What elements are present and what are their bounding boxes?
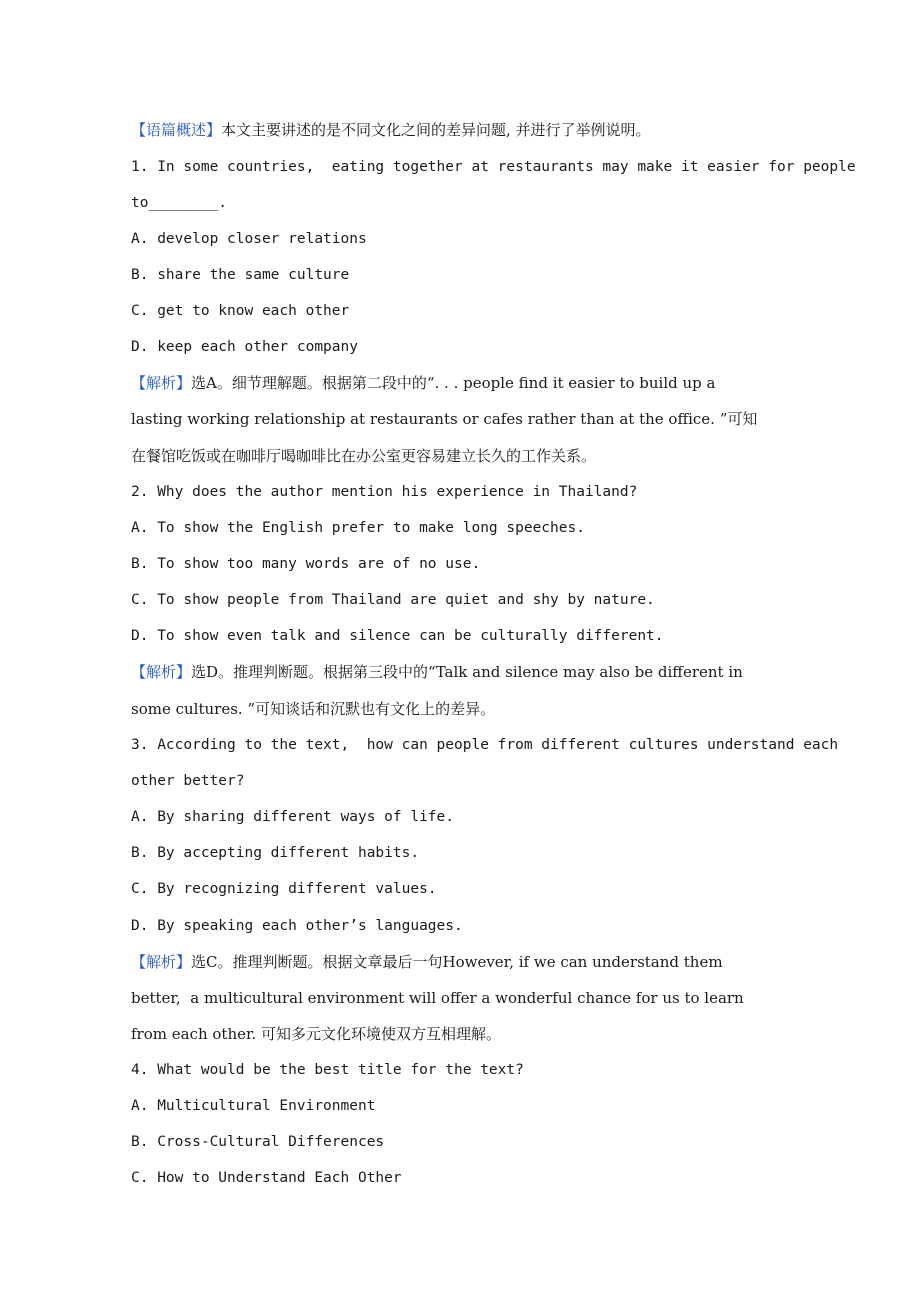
question-1-option-a: A. develop closer relations bbox=[131, 231, 367, 247]
analysis-text: 选D。推理判断题。根据第三段中的“Talk and silence may also be different in bbox=[191, 663, 743, 681]
question-2-option-a: A. To show the English prefer to make long speeches. bbox=[131, 520, 585, 536]
question-1-analysis-line-1 bbox=[131, 373, 715, 393]
analysis-text: 选A。细节理解题。根据第二段中的“. . . people find it easier to build up a bbox=[191, 374, 716, 392]
question-4-option-a: A. Multicultural Environment bbox=[131, 1098, 376, 1114]
question-3-stem-cont: other better? bbox=[131, 773, 245, 789]
question-3-analysis-line-2: better, a multicultural environment will offer a wonderful chance for us to learn bbox=[131, 989, 744, 1007]
question-4-option-b: B. Cross-Cultural Differences bbox=[131, 1134, 385, 1150]
question-2-option-b: B. To show too many words are of no use. bbox=[131, 556, 481, 572]
question-1-analysis-line-2: lasting working relationship at restaurants or cafes rather than at the office. ”可知 bbox=[131, 410, 758, 428]
question-1-stem: 1. In some countries, eating together at restaurants may make it easier for people bbox=[131, 159, 856, 175]
analysis-text: 选C。推理判断题。根据文章最后一句However, if we can understand them bbox=[191, 953, 723, 971]
question-1-option-d: D. keep each other company bbox=[131, 339, 358, 355]
analysis-tag: 【解析】 bbox=[131, 953, 192, 971]
question-4-option-c: C. How to Understand Each Other bbox=[131, 1170, 402, 1186]
question-2-stem: 2. Why does the author mention his experience in Thailand? bbox=[131, 484, 638, 500]
question-2-option-d: D. To show even talk and silence can be culturally different. bbox=[131, 628, 664, 644]
analysis-tag: 【解析】 bbox=[131, 663, 192, 681]
question-1-stem-cont: to________. bbox=[131, 195, 228, 211]
overview-text: 本文主要讲述的是不同文化之间的差异问题, 并进行了举例说明。 bbox=[221, 121, 651, 139]
question-2-analysis-line-1 bbox=[131, 662, 743, 682]
question-2-option-c: C. To show people from Thailand are quiet and shy by nature. bbox=[131, 592, 655, 608]
question-3-option-b: B. By accepting different habits. bbox=[131, 845, 420, 861]
question-4-stem: 4. What would be the best title for the text? bbox=[131, 1062, 524, 1078]
question-3-option-d: D. By speaking each other’s languages. bbox=[131, 918, 463, 934]
question-3-analysis-line-3: from each other. 可知多元文化环境使双方互相理解。 bbox=[131, 1025, 502, 1043]
question-3-option-c: C. By recognizing different values. bbox=[131, 881, 437, 897]
analysis-tag: 【解析】 bbox=[131, 374, 192, 392]
question-1-option-c: C. get to know each other bbox=[131, 303, 350, 319]
overview-tag: 【语篇概述】 bbox=[131, 121, 222, 139]
overview-line bbox=[131, 120, 651, 140]
question-2-analysis-line-2: some cultures. ”可知谈话和沉默也有文化上的差异。 bbox=[131, 700, 496, 718]
question-3-option-a: A. By sharing different ways of life. bbox=[131, 809, 455, 825]
question-1-analysis-line-3: 在餐馆吃饭或在咖啡厅喝咖啡比在办公室更容易建立长久的工作关系。 bbox=[131, 447, 597, 465]
question-3-analysis-line-1 bbox=[131, 952, 723, 972]
question-1-option-b: B. share the same culture bbox=[131, 267, 350, 283]
question-3-stem: 3. According to the text, how can people from different cultures understand each bbox=[131, 737, 839, 753]
